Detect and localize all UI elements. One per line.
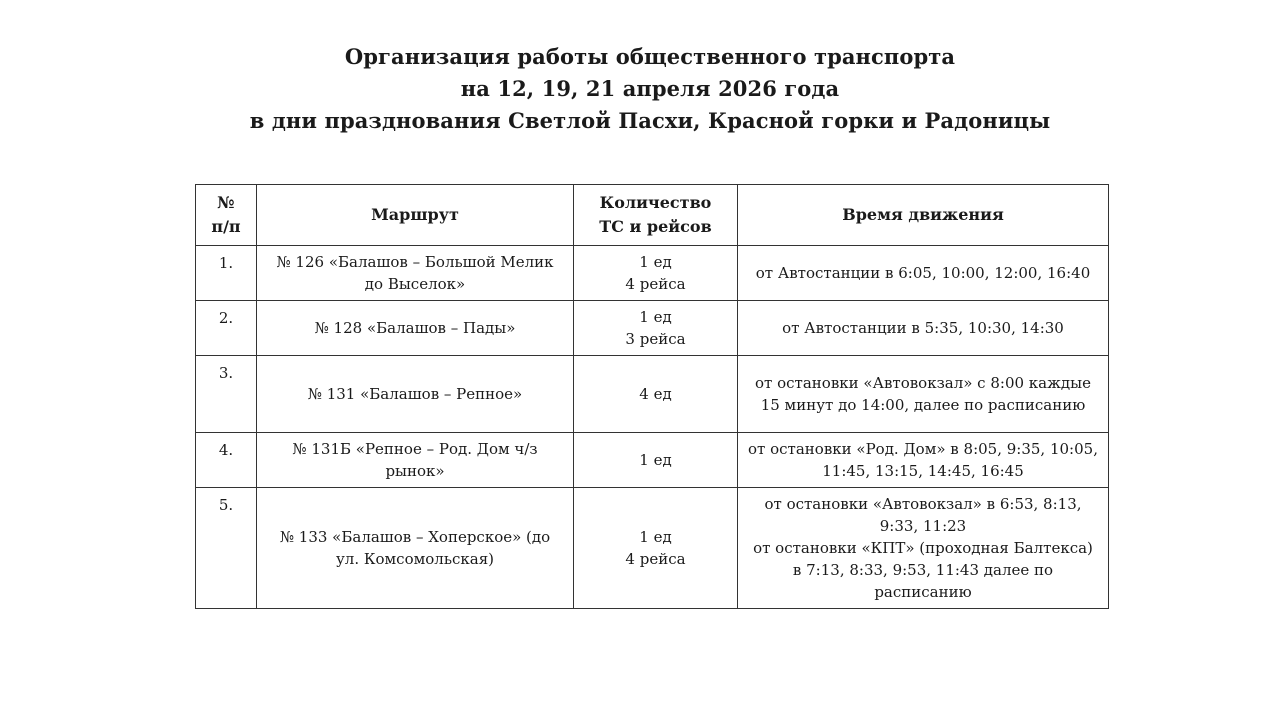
cell-vehicle-count-line: 1 ед xyxy=(639,308,672,326)
cell-vehicle-count xyxy=(574,246,738,301)
cell-schedule-time-line: от остановки «Род. Дом» в 8:05, 9:35, 10:05, xyxy=(748,440,1098,458)
cell-number: 4. xyxy=(196,433,257,488)
header-vehicle-count: Количество ТС и рейсов xyxy=(574,185,738,246)
cell-vehicle-count xyxy=(574,356,738,433)
cell-schedule-time xyxy=(738,301,1109,356)
title-line-2: на 12, 19, 21 апреля 2026 года xyxy=(460,76,840,101)
cell-route xyxy=(257,246,574,301)
cell-route xyxy=(257,356,574,433)
cell-vehicle-count xyxy=(574,488,738,609)
cell-schedule-time xyxy=(738,246,1109,301)
cell-route-line: № 131Б «Репное – Род. Дом ч/з xyxy=(292,440,538,458)
title-line-1: Организация работы общественного транспорта xyxy=(344,44,956,69)
cell-vehicle-count xyxy=(574,301,738,356)
cell-schedule-time-line: 9:33, 11:23 xyxy=(879,517,967,535)
cell-route-line: № 131 «Балашов – Репное» xyxy=(307,385,523,403)
cell-schedule-time-line: от остановки «Автовокзал» с 8:00 каждые xyxy=(755,374,1091,392)
table-row xyxy=(196,356,1109,433)
table-row xyxy=(196,433,1109,488)
cell-schedule-time-line: расписанию xyxy=(874,583,972,601)
table-row xyxy=(196,301,1109,356)
cell-route-line: № 128 «Балашов – Пады» xyxy=(314,319,516,337)
cell-route-line: ул. Комсомольская) xyxy=(335,550,495,568)
cell-route xyxy=(257,488,574,609)
cell-number: 3. xyxy=(196,356,257,433)
header-route: Маршрут xyxy=(257,185,574,246)
cell-schedule-time-line: в 7:13, 8:33, 9:53, 11:43 далее по xyxy=(792,561,1054,579)
cell-route-line: до Выселок» xyxy=(364,275,466,293)
cell-vehicle-count-line: 1 ед xyxy=(639,451,672,469)
document-title xyxy=(0,41,1280,137)
cell-number: 5. xyxy=(196,488,257,609)
cell-vehicle-count-line: 4 рейса xyxy=(625,275,686,293)
cell-schedule-time-line: от Автостанции в 6:05, 10:00, 12:00, 16:40 xyxy=(755,264,1091,282)
cell-number: 1. xyxy=(196,246,257,301)
cell-route xyxy=(257,433,574,488)
cell-schedule-time-line: от Автостанции в 5:35, 10:30, 14:30 xyxy=(782,319,1064,337)
cell-schedule-time xyxy=(738,488,1109,609)
cell-number: 2. xyxy=(196,301,257,356)
transport-schedule-table xyxy=(195,184,1109,609)
cell-vehicle-count xyxy=(574,433,738,488)
cell-route-line: рынок» xyxy=(385,462,445,480)
cell-schedule-time-line: 11:45, 13:15, 14:45, 16:45 xyxy=(822,462,1024,480)
cell-vehicle-count-line: 4 ед xyxy=(639,385,672,403)
cell-route-line: № 133 «Балашов – Хоперское» (до xyxy=(279,528,551,546)
title-line-3: в дни празднования Светлой Пасхи, Красной горки и Радоницы xyxy=(249,108,1051,133)
cell-vehicle-count-line: 1 ед xyxy=(639,253,672,271)
table-row xyxy=(196,488,1109,609)
cell-route-line: № 126 «Балашов – Большой Мелик xyxy=(276,253,554,271)
table-header-row xyxy=(196,185,1109,246)
cell-schedule-time-line: 15 минут до 14:00, далее по расписанию xyxy=(760,396,1086,414)
cell-vehicle-count-line: 1 ед xyxy=(639,528,672,546)
table-row xyxy=(196,246,1109,301)
cell-route xyxy=(257,301,574,356)
cell-schedule-time xyxy=(738,433,1109,488)
header-number: № п/п xyxy=(196,185,257,246)
cell-schedule-time-line: от остановки «Автовокзал» в 6:53, 8:13, xyxy=(764,495,1082,513)
cell-vehicle-count-line: 4 рейса xyxy=(625,550,686,568)
header-schedule-time: Время движения xyxy=(738,185,1109,246)
cell-schedule-time-line: от остановки «КПТ» (проходная Балтекса) xyxy=(753,539,1093,557)
cell-schedule-time xyxy=(738,356,1109,433)
cell-vehicle-count-line: 3 рейса xyxy=(625,330,686,348)
